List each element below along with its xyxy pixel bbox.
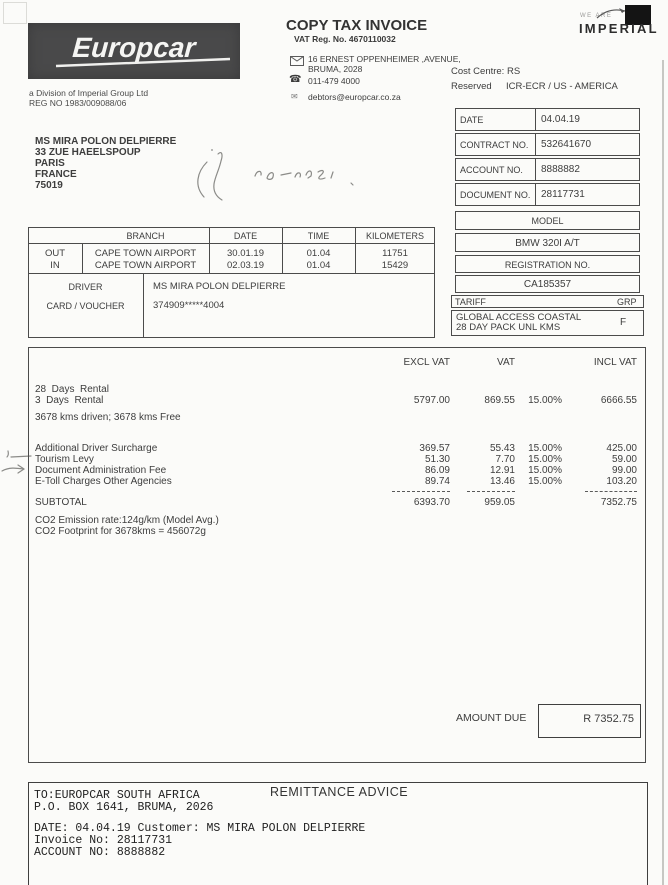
grp-label: GRP [617,297,637,307]
rental-line2-label: 3 Days Rental [35,395,104,406]
tariff-label: TARIFF [455,297,486,307]
item-pct: 15.00% [528,454,562,465]
km-header: KILOMETERS [365,231,424,241]
info-value-date: 04.04.19 [541,114,580,125]
out-label: OUT [44,248,66,259]
item-row-etoll [28,476,646,488]
document-title: COPY TAX INVOICE [286,17,428,34]
info-label-date: DATE [460,115,484,125]
item-incl: 99.00 [611,465,637,476]
remit-to-line2: P.O. BOX 1641, BRUMA, 2026 [34,801,214,814]
subtotal-rule-vat [467,491,515,492]
europcar-logo [28,23,240,79]
item-label: E-Toll Charges Other Agencies [35,476,172,487]
item-vat: 13.46 [489,476,515,487]
card-voucher-label: CARD / VOUCHER [46,301,125,311]
item-incl: 425.00 [606,443,637,454]
model-value: BMW 320I A/T [515,238,580,249]
driver-name: MS MIRA POLON DELPIERRE [153,281,286,292]
subtotal-rule-incl [585,491,637,492]
info-label-account: ACCOUNT NO. [460,165,523,175]
item-incl: 103.20 [606,476,637,487]
info-label-contract: CONTRACT NO. [460,140,529,150]
item-excl: 51.30 [424,454,450,465]
imperial-tagline: WE ARE [580,13,613,19]
subtotal-row [28,497,646,509]
rental-excl: 5797.00 [413,395,450,406]
co2-footprint: CO2 Footprint for 3678kms = 456072g [35,526,206,537]
grp-value: F [620,317,627,328]
in-km: 15429 [381,260,409,271]
vat-reg-number: VAT Reg. No. 4670110032 [294,34,396,44]
info-value-document: 28117731 [541,189,585,200]
item-excl: 86.09 [424,465,450,476]
item-pct: 15.00% [528,443,562,454]
info-label-document: DOCUMENT NO. [460,190,531,200]
item-incl: 59.00 [611,454,637,465]
addressee-city: PARIS [35,158,65,169]
info-value-contract: 532641670 [541,139,592,150]
charges-box [28,347,646,763]
rental-pct: 15.00% [528,395,562,406]
addressee-country: FRANCE [35,169,77,180]
item-vat: 55.43 [489,443,515,454]
kms-note-row [28,412,646,424]
item-pct: 15.00% [528,465,562,476]
remit-date-line: DATE: 04.04.19 Customer: MS MIRA POLON DELPIERRE [34,822,366,835]
scan-edge-line [662,60,664,885]
rental-row-2 [28,395,646,407]
co2-emission-rate: CO2 Emission rate:124g/km (Model Avg.) [35,515,219,526]
addressee-name: MS MIRA POLON DELPIERRE [35,136,177,147]
vat-header: VAT [497,357,515,368]
registration-value: CA185357 [523,279,572,290]
subtotal-rule-excl [392,491,450,492]
excl-vat-header: EXCL VAT [403,357,450,368]
remit-to-line1: TO:EUROPCAR SOUTH AFRICA [34,789,200,802]
in-time: 01.04 [306,260,331,271]
subtotal-vat: 959.05 [484,497,515,508]
registration-label: REGISTRATION NO. [504,260,591,270]
model-label: MODEL [531,216,564,226]
remit-invoice-line: Invoice No: 28117731 [34,834,173,847]
info-value-account: 8888882 [541,164,580,175]
out-date: 30.01.19 [227,248,264,259]
remit-account-line: ACCOUNT NO: 8888882 [34,846,166,859]
rental-line1-label: 28 Days Rental [35,384,109,395]
date-header: DATE [233,231,258,241]
item-label: Additional Driver Surcharge [35,443,158,454]
europcar-logo-swoosh [28,23,240,79]
out-km: 11751 [382,248,408,259]
item-label: Document Administration Fee [35,465,167,476]
charges-header-row [28,357,646,369]
imperial-swoosh-icon [595,5,629,21]
item-excl: 89.74 [424,476,450,487]
amount-due-label: AMOUNT DUE [456,712,527,724]
item-vat: 12.91 [489,465,515,476]
reg-no-line: REG NO 1983/009088/06 [29,98,127,108]
tariff-name-line1: GLOBAL ACCESS COASTAL [456,312,582,323]
in-label: IN [50,260,60,271]
remittance-title: REMITTANCE ADVICE [270,785,409,799]
rental-incl: 6666.55 [600,395,637,406]
address-line1: 16 ERNEST OPPENHEIMER ,AVENUE, [308,54,461,64]
subtotal-label: SUBTOTAL [35,497,87,508]
subtotal-excl: 6393.70 [413,497,450,508]
phone-icon: ☎ [289,74,302,85]
cost-centre: Cost Centre: RS [451,66,521,77]
item-vat: 7.70 [495,454,515,465]
email-icon: ✉ [291,92,298,101]
out-time: 01.04 [306,248,331,259]
item-pct: 15.00% [528,476,562,487]
co2-row-2 [28,526,646,538]
amount-due-box [538,704,641,738]
subtotal-incl: 7352.75 [600,497,637,508]
scan-corner-mark [3,2,27,24]
in-date: 02.03.19 [227,260,264,271]
amount-due-value: R 7352.75 [583,713,634,725]
addressee-street: 33 ZUE HAEELSPOUP [35,147,141,158]
branch-header: BRANCH [126,231,165,241]
rental-vat: 869.55 [484,395,515,406]
driver-label: DRIVER [68,282,103,292]
europcar-logo-text: Europcar [71,32,197,63]
email-address: debtors@europcar.co.za [308,92,401,102]
reserved-label: Reserved [451,81,492,92]
envelope-icon [290,56,304,67]
out-branch: CAPE TOWN AIRPORT [94,248,197,259]
card-voucher-number: 374909*****4004 [153,300,225,311]
reserved-value: ICR-ECR / US - AMERICA [506,81,618,92]
kms-note: 3678 kms driven; 3678 kms Free [35,412,181,423]
item-label: Tourism Levy [35,454,94,465]
time-header: TIME [307,231,330,241]
in-branch: CAPE TOWN AIRPORT [94,260,197,271]
incl-vat-header: INCL VAT [593,357,637,368]
phone-number: 011-479 4000 [308,76,360,86]
item-excl: 369.57 [419,443,450,454]
imperial-logo: IMPERIAL [579,21,659,36]
tariff-name-line2: 28 DAY PACK UNL KMS [456,322,561,333]
address-line2: BRUMA, 2028 [308,64,363,74]
division-line: a Division of Imperial Group Ltd [29,88,149,98]
addressee-postcode: 75019 [35,180,63,191]
